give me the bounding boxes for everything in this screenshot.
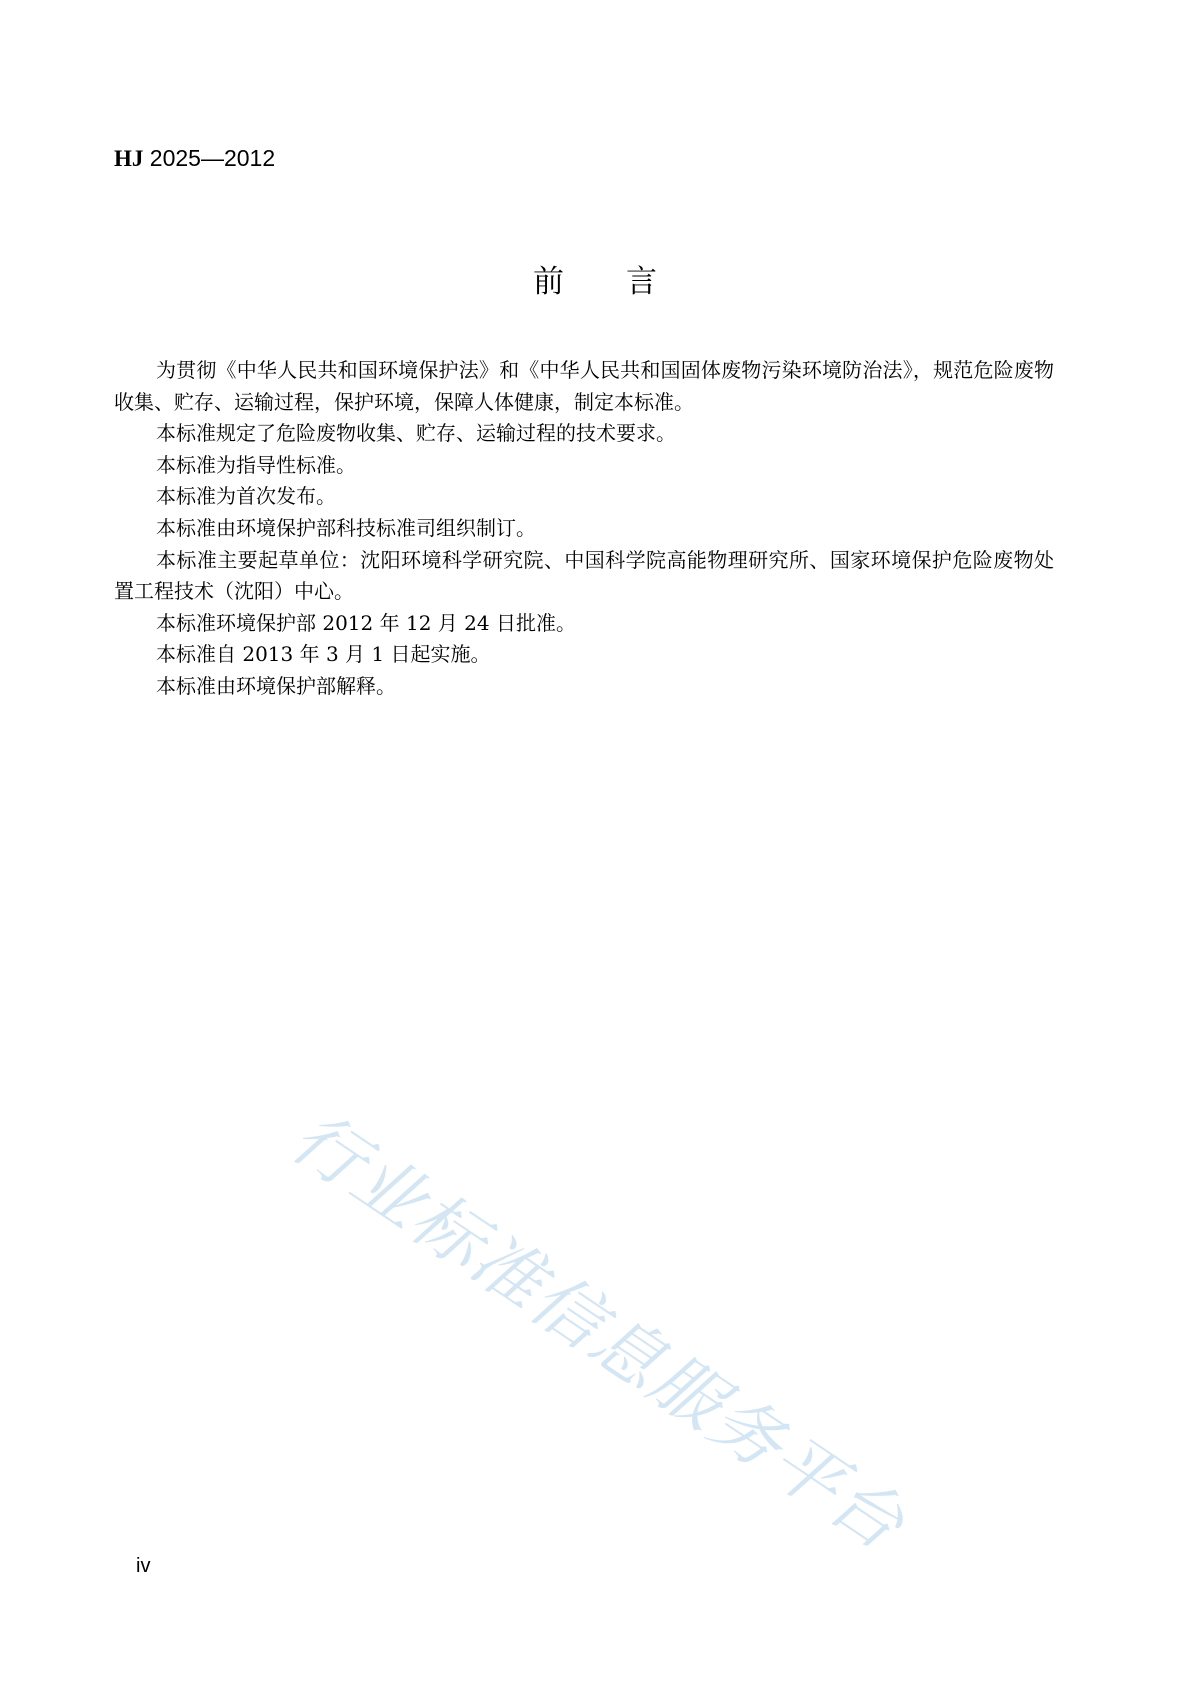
paragraph-first-release: 本标准为首次发布。 (156, 484, 336, 509)
watermark-text: 行业标准信息服务平台 (277, 1096, 920, 1567)
paragraph-approval: 本标准环境保护部 2012 年 12 月 24 日批准。 (156, 610, 576, 635)
standard-code-header (114, 143, 275, 174)
paragraph-scope: 本标准规定了危险废物收集、贮存、运输过程的技术要求。 (156, 421, 676, 446)
paragraph-organizer: 本标准由环境保护部科技标准司组织制订。 (156, 515, 536, 540)
standard-prefix: HJ (114, 146, 144, 171)
paragraph-interpretation: 本标准由环境保护部解释。 (156, 673, 396, 698)
paragraph-nature: 本标准为指导性标准。 (156, 452, 356, 477)
standard-number: 2025—2012 (143, 145, 276, 171)
foreword-body (114, 355, 1054, 703)
paragraph-implementation: 本标准自 2013 年 3 月 1 日起实施。 (156, 642, 491, 667)
page-title: 前言 (533, 264, 719, 300)
page-number: iv (136, 1555, 151, 1577)
paragraph-drafting-units: 本标准主要起草单位：沈阳环境科学研究院、中国科学院高能物理研究所、国家环境保护危险废物处置工程技术（沈阳）中心。 (114, 547, 1054, 604)
paragraph-purpose: 为贯彻《中华人民共和国环境保护法》和《中华人民共和国固体废物污染环境防治法》，规范危险废物收集、贮存、运输过程，保护环境，保障人体健康，制定本标准。 (114, 358, 1054, 414)
